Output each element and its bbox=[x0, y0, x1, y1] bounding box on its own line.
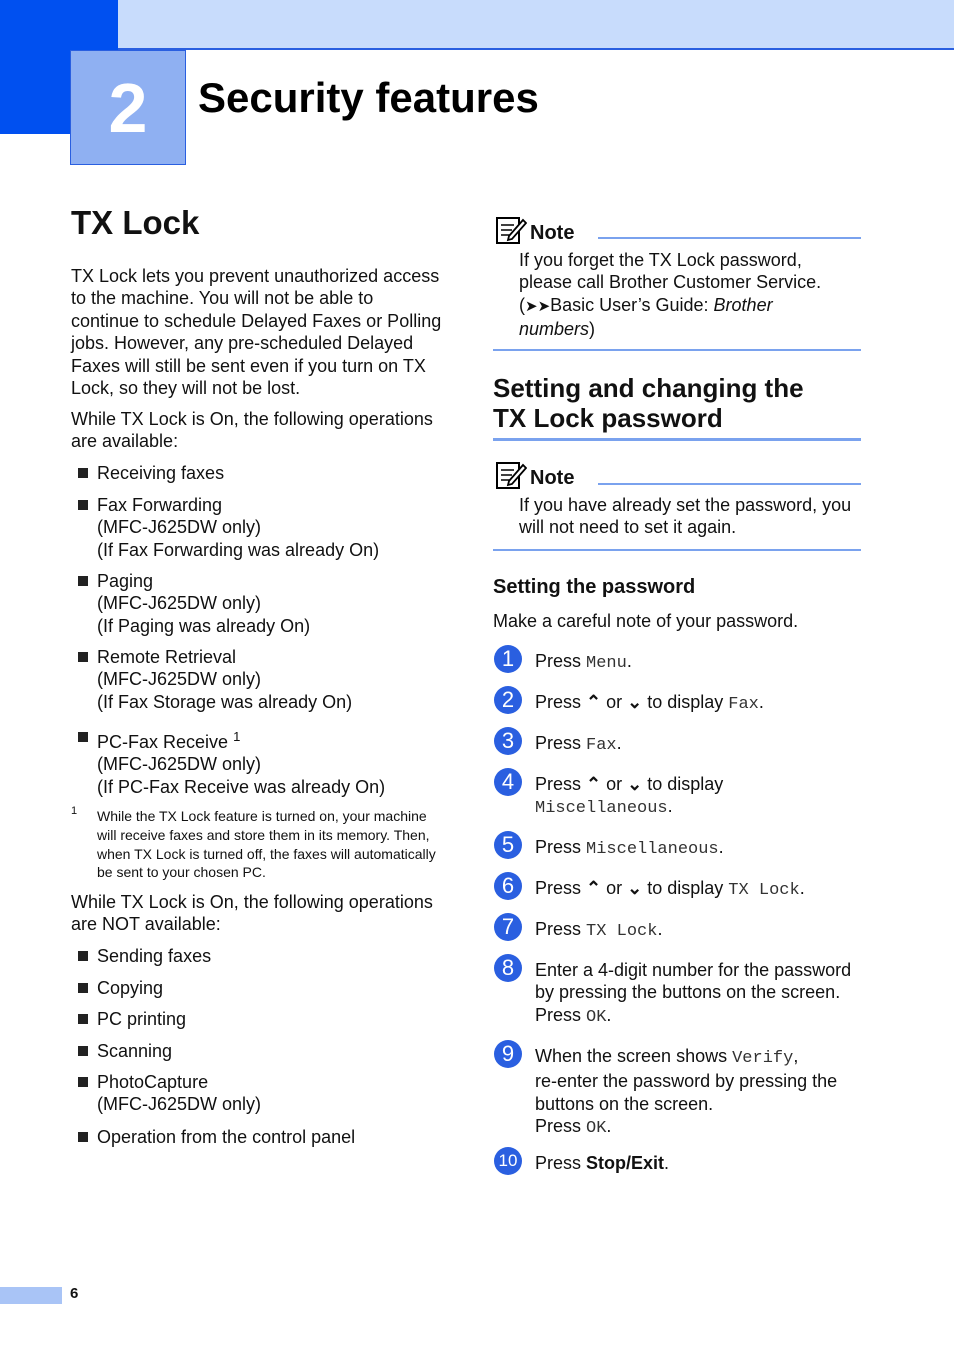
list-item: Scanning bbox=[97, 1040, 172, 1062]
list-item: PC-Fax Receive $^1$ (MFC-J625DW only) (If PC-Fax Receive was already On) bbox=[97, 726, 385, 798]
down-arrow-icon: ⌄ bbox=[627, 692, 643, 712]
bullet-icon bbox=[78, 652, 88, 662]
bullet-icon bbox=[78, 983, 88, 993]
page-number-bar bbox=[0, 1287, 62, 1304]
footnote-mark: 1 bbox=[71, 805, 78, 817]
down-arrow-icon: ⌄ bbox=[627, 774, 643, 794]
step-text: Press Fax. bbox=[535, 733, 622, 755]
list-item: PC printing bbox=[97, 1008, 186, 1030]
bullet-icon bbox=[78, 732, 88, 742]
bullet-icon bbox=[78, 1014, 88, 1024]
list-item: PhotoCapture (MFC-J625DW only) bbox=[97, 1071, 261, 1116]
list-item: Sending faxes bbox=[97, 945, 211, 967]
note-text: If you forget the TX Lock password, please call Brother Customer Service. (➤➤Basic User’s Guide: Brother numbers) bbox=[519, 250, 822, 340]
step-number: 9 bbox=[494, 1040, 522, 1068]
step-number: 2 bbox=[494, 686, 522, 714]
step-text: When the screen shows Verify, re-enter the password by pressing the buttons on the screen. Press OK. bbox=[535, 1046, 838, 1139]
step-text: Enter a 4-digit number for the password by pressing the buttons on the screen. Press OK. bbox=[535, 960, 852, 1027]
step-text: Press TX Lock. bbox=[535, 919, 663, 941]
available-intro: While TX Lock is On, the following operations are available: bbox=[71, 409, 433, 452]
setting-intro: Make a careful note of your password. bbox=[493, 611, 799, 631]
list-item: Copying bbox=[97, 977, 163, 999]
note-label: Note bbox=[530, 467, 575, 489]
bullet-icon bbox=[78, 1132, 88, 1142]
bullet-icon bbox=[78, 576, 88, 586]
note-icon bbox=[495, 214, 527, 246]
note-end-rule bbox=[493, 349, 861, 351]
footnote-text: While the TX Lock feature is turned on, your machine will receive faxes and store them in its memory. Then, when TX Lock is turned off, the faxes will automatically be sent to your chosen PC. bbox=[97, 808, 436, 881]
step-text: Press ⌃ or ⌄ to display Fax. bbox=[535, 692, 764, 714]
bullet-icon bbox=[78, 468, 88, 478]
chapter-title: Security features bbox=[198, 74, 539, 121]
step-text: Press Stop/Exit. bbox=[535, 1153, 670, 1173]
footnote-ref[interactable]: 1 bbox=[233, 729, 241, 744]
list-item: Receiving faxes bbox=[97, 462, 224, 484]
header-band bbox=[0, 0, 954, 49]
section-title: TX Lock bbox=[71, 204, 200, 241]
header-rule bbox=[118, 48, 954, 50]
double-arrow-icon: ➤➤ bbox=[525, 297, 551, 315]
list-item: Paging (MFC-J625DW only) (If Paging was already On) bbox=[97, 570, 310, 637]
unavailable-intro: While TX Lock is On, the following operations are NOT available: bbox=[71, 892, 433, 935]
up-arrow-icon: ⌃ bbox=[586, 774, 602, 794]
note-rule bbox=[598, 237, 861, 239]
subsection-title: Setting and changing the TX Lock password bbox=[493, 373, 804, 433]
step-number: 6 bbox=[494, 872, 522, 900]
bullet-icon bbox=[78, 1077, 88, 1087]
list-item: Operation from the control panel bbox=[97, 1126, 355, 1148]
step-number: 1 bbox=[494, 645, 522, 673]
step-text: Press ⌃ or ⌄ to display Miscellaneous. bbox=[535, 774, 724, 819]
note-text: If you have already set the password, you will not need to set it again. bbox=[519, 495, 852, 538]
setting-title: Setting the password bbox=[493, 576, 696, 598]
step-number: 7 bbox=[494, 913, 522, 941]
bullet-icon bbox=[78, 1046, 88, 1056]
step-number: 3 bbox=[494, 727, 522, 755]
step-number: 8 bbox=[494, 954, 522, 982]
note-rule bbox=[598, 483, 861, 485]
note-icon bbox=[495, 459, 527, 491]
bullet-icon bbox=[78, 500, 88, 510]
step-text: Press Miscellaneous. bbox=[535, 837, 724, 859]
step-number: 10 bbox=[494, 1147, 522, 1175]
note-label: Note bbox=[530, 222, 575, 244]
bullet-icon bbox=[78, 951, 88, 961]
up-arrow-icon: ⌃ bbox=[586, 692, 602, 712]
subsection-rule bbox=[493, 438, 861, 441]
list-item: Remote Retrieval (MFC-J625DW only) (If Fax Storage was already On) bbox=[97, 646, 352, 713]
list-item: Fax Forwarding (MFC-J625DW only) (If Fax Forwarding was already On) bbox=[97, 494, 379, 561]
note-end-rule bbox=[493, 549, 861, 551]
step-text: Press ⌃ or ⌄ to display TX Lock. bbox=[535, 878, 805, 900]
chapter-number: 2 bbox=[70, 50, 186, 165]
step-number: 5 bbox=[494, 831, 522, 859]
page-number: 6 bbox=[70, 1285, 79, 1302]
down-arrow-icon: ⌄ bbox=[627, 878, 643, 898]
step-number: 4 bbox=[494, 768, 522, 796]
step-text: Press Menu. bbox=[535, 651, 632, 673]
up-arrow-icon: ⌃ bbox=[586, 878, 602, 898]
intro-paragraph: TX Lock lets you prevent unauthorized access to the machine. You will not be able to continue to schedule Delayed Faxes or Polling jobs. However, any pre-scheduled Delayed Faxes will still be sent even if you turn on TX Lock, so they will not be lost. bbox=[71, 266, 442, 399]
